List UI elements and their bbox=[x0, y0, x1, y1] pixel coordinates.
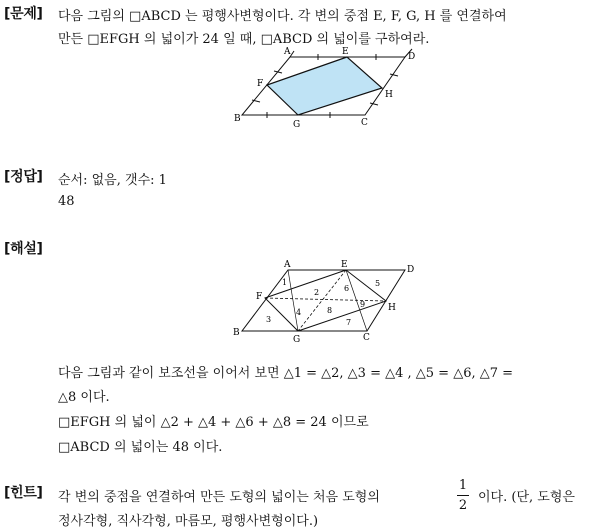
explanation-line-3: □EFGH 의 넓이 △2 + △4 + △6 + △8 = 24 이므로 bbox=[58, 415, 369, 430]
hint-line-1-before: 각 변의 중점을 연결하여 만든 도형의 넓이는 처음 도형의 bbox=[58, 490, 380, 505]
region-number-9: 9 bbox=[360, 300, 366, 309]
region-number-5: 5 bbox=[375, 279, 381, 288]
hint-label: [힌트] bbox=[4, 485, 43, 501]
region-number-6: 6 bbox=[344, 284, 350, 293]
hint-fraction-denominator: 2 bbox=[458, 498, 468, 513]
point-b-label: B bbox=[234, 114, 241, 124]
answer-meta: 순서: 없음, 갯수: 1 bbox=[58, 173, 167, 188]
point-h-label: H bbox=[385, 90, 393, 100]
hint-fraction-bar bbox=[457, 495, 469, 496]
hint-fraction-numerator: 1 bbox=[458, 478, 468, 493]
problem-text-line-2: 만든 □EFGH 의 넓이가 24 일 때, □ABCD 의 넓이를 구하여라. bbox=[58, 32, 430, 47]
hint-line-2: 정사각형, 직사각형, 마름모, 평행사변형이다.) bbox=[58, 514, 319, 529]
answer-value: 48 bbox=[58, 194, 75, 209]
answer-label: [정답] bbox=[4, 169, 43, 185]
region-number-7: 7 bbox=[346, 318, 352, 327]
explanation-label: [해설] bbox=[4, 241, 43, 257]
point-f-label: F bbox=[257, 79, 264, 89]
explanation-line-1: 다음 그림과 같이 보조선을 이어서 보면 △1 = △2, △3 = △4 , △5 = △6, △7 = bbox=[58, 366, 514, 381]
point-e-label-2: E bbox=[341, 260, 348, 270]
point-c-label: C bbox=[361, 118, 368, 128]
region-number-2: 2 bbox=[314, 288, 320, 297]
explanation-line-2: △8 이다. bbox=[58, 390, 110, 405]
region-number-4: 4 bbox=[296, 308, 302, 317]
point-b-label-2: B bbox=[233, 328, 240, 338]
parallelogram-figure-1 bbox=[230, 45, 420, 130]
point-d-label-2: D bbox=[407, 265, 415, 275]
point-g-label: G bbox=[293, 120, 301, 130]
point-d-label: D bbox=[408, 52, 416, 62]
problem-label: [문제] bbox=[4, 6, 43, 22]
point-e-label: E bbox=[342, 47, 349, 57]
region-number-8: 8 bbox=[327, 306, 333, 315]
region-number-1: 1 bbox=[282, 278, 288, 287]
hint-line-1-after: 이다. (단, 도형은 bbox=[478, 490, 575, 505]
problem-text-line-1: 다음 그림의 □ABCD 는 평행사변형이다. 각 변의 중점 E, F, G, H 를 연결하여 bbox=[58, 9, 507, 24]
hint-fraction bbox=[457, 478, 469, 513]
parallelogram-figure-2 bbox=[230, 258, 420, 346]
point-a-label: A bbox=[284, 47, 291, 57]
efgh-shaded-region bbox=[267, 57, 382, 115]
point-c-label-2: C bbox=[363, 333, 370, 343]
point-g-label-2: G bbox=[293, 335, 301, 345]
point-f-label-2: F bbox=[256, 292, 263, 302]
explanation-line-4: □ABCD 의 넓이는 48 이다. bbox=[58, 440, 223, 455]
point-a-label-2: A bbox=[284, 260, 291, 270]
point-h-label-2: H bbox=[388, 303, 396, 313]
region-number-3: 3 bbox=[266, 315, 272, 324]
